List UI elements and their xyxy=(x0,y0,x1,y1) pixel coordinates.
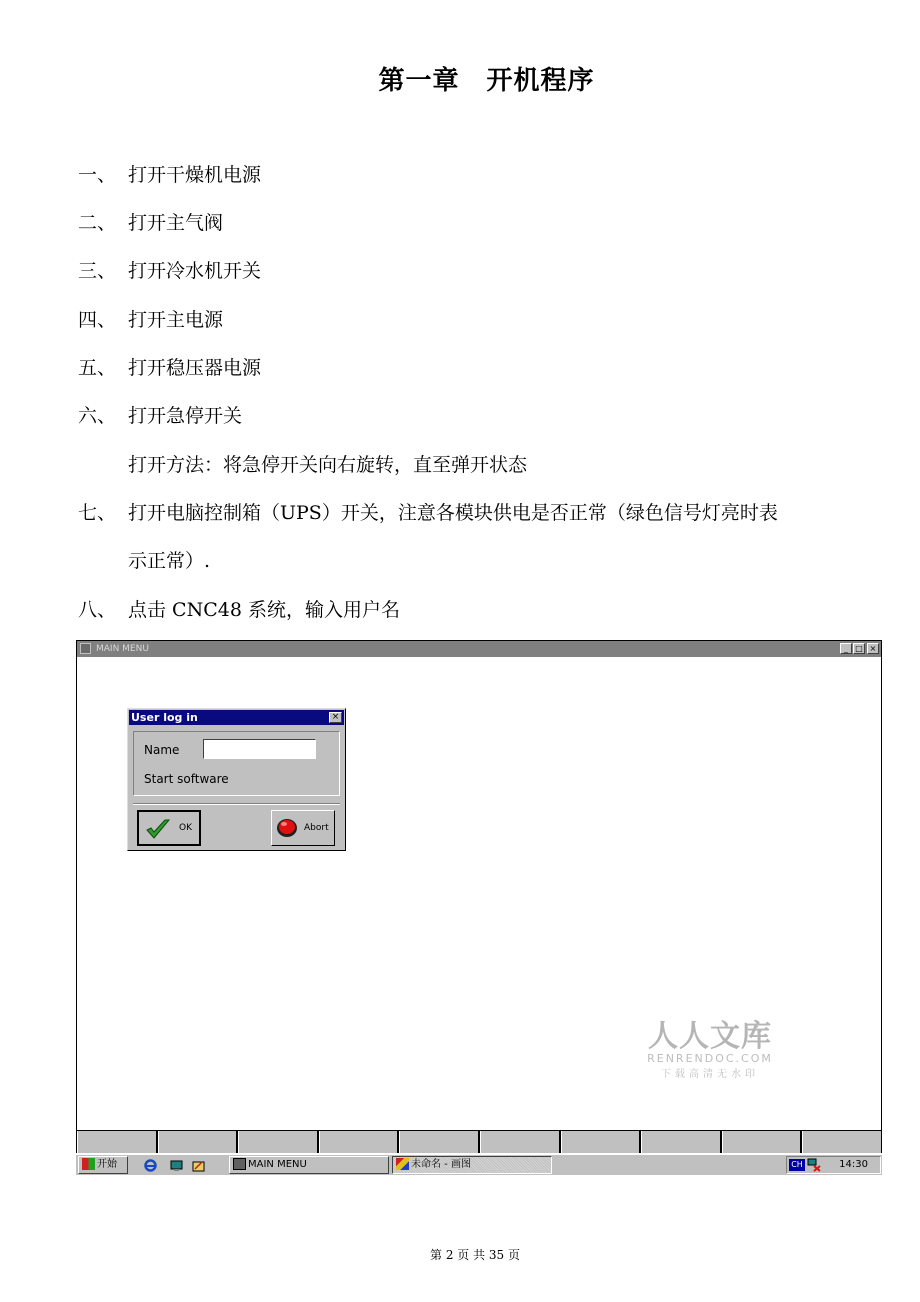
step-8 xyxy=(78,595,400,622)
abort-button[interactable] xyxy=(271,810,335,846)
step-5 xyxy=(78,353,261,380)
step-text: 打开干燥机电源 xyxy=(128,164,262,186)
stop-icon xyxy=(276,818,298,838)
page-footer: 第 2 页 共 35 页 xyxy=(430,1248,520,1262)
folder-icon[interactable] xyxy=(192,1159,205,1172)
function-key[interactable] xyxy=(319,1131,400,1153)
window-titlebar xyxy=(77,641,881,657)
clock[interactable]: 14:30 xyxy=(839,1159,868,1170)
taskbar-item-label: MAIN MENU xyxy=(248,1159,307,1170)
start-button[interactable] xyxy=(78,1156,128,1174)
step-text: 点击 CNC48 系统，输入用户名 xyxy=(128,599,400,621)
step-number: 七、 xyxy=(78,502,117,524)
step-text: 打开主气阀 xyxy=(128,212,224,234)
function-key[interactable] xyxy=(77,1131,158,1153)
minimize-icon[interactable]: _ xyxy=(840,643,852,654)
taskbar xyxy=(76,1154,882,1175)
step-3 xyxy=(78,256,261,283)
taskbar-item-label: 未命名 - 画图 xyxy=(411,1159,471,1170)
step-number: 四、 xyxy=(78,309,117,331)
step-number: 六、 xyxy=(78,405,117,427)
taskbar-item-main-menu[interactable] xyxy=(229,1156,389,1174)
function-key-bar xyxy=(77,1130,881,1153)
step-number: 三、 xyxy=(78,260,117,282)
step-7-continuation: 示正常）. xyxy=(128,550,211,572)
screenshot-figure xyxy=(76,640,884,1176)
network-icon[interactable] xyxy=(807,1158,821,1172)
function-key[interactable] xyxy=(399,1131,480,1153)
function-key[interactable] xyxy=(480,1131,561,1153)
browser-icon[interactable] xyxy=(144,1159,157,1172)
app-icon xyxy=(233,1158,246,1170)
step-text: 打开冷水机开关 xyxy=(128,260,262,282)
user-login-dialog xyxy=(127,708,346,851)
window-title: MAIN MENU xyxy=(96,644,149,654)
divider xyxy=(133,803,340,805)
app-icon xyxy=(80,643,91,654)
watermark xyxy=(645,1011,775,1080)
step-number: 一、 xyxy=(78,164,117,186)
step-4 xyxy=(78,305,223,332)
step-6-note: 打开方法：将急停开关向右旋转，直至弹开状态 xyxy=(128,454,528,476)
watermark-tagline: 下载高清无水印 xyxy=(661,1069,759,1080)
step-text: 打开主电源 xyxy=(128,309,224,331)
chapter-title: 第一章 开机程序 xyxy=(378,66,595,96)
step-number: 八、 xyxy=(78,599,117,621)
start-software-label: Start software xyxy=(144,772,229,786)
function-key[interactable] xyxy=(722,1131,803,1153)
step-text: 打开急停开关 xyxy=(128,405,243,427)
dialog-title: User log in xyxy=(131,711,198,724)
desktop-icon[interactable] xyxy=(170,1159,183,1172)
ok-label: OK xyxy=(179,823,192,833)
close-icon[interactable]: × xyxy=(867,643,879,654)
function-key[interactable] xyxy=(561,1131,642,1153)
function-key[interactable] xyxy=(641,1131,722,1153)
step-6 xyxy=(78,401,242,428)
windows-logo-icon xyxy=(82,1158,95,1170)
abort-label: Abort xyxy=(304,823,329,833)
step-7 xyxy=(78,498,778,525)
checkmark-icon xyxy=(145,818,171,840)
step-text: 打开稳压器电源 xyxy=(128,357,262,379)
function-key[interactable] xyxy=(238,1131,319,1153)
paint-icon xyxy=(396,1158,409,1170)
step-2 xyxy=(78,208,223,235)
maximize-icon[interactable]: □ xyxy=(853,643,865,654)
input-language-indicator[interactable]: CH xyxy=(789,1159,805,1171)
step-1 xyxy=(78,160,261,187)
step-number: 二、 xyxy=(78,212,117,234)
start-label: 开始 xyxy=(97,1159,117,1170)
main-menu-window xyxy=(76,640,882,1153)
watermark-url: RENRENDOC.COM xyxy=(647,1052,773,1065)
dialog-close-icon[interactable]: × xyxy=(329,712,342,723)
function-key[interactable] xyxy=(802,1131,881,1153)
name-input[interactable] xyxy=(203,739,316,759)
ok-button[interactable] xyxy=(137,810,201,846)
function-key[interactable] xyxy=(158,1131,239,1153)
system-tray xyxy=(786,1156,881,1174)
taskbar-item-paint[interactable] xyxy=(392,1156,552,1174)
name-label: Name xyxy=(144,743,180,757)
dialog-titlebar xyxy=(129,710,344,725)
watermark-logo-text: 人人文库 xyxy=(648,1019,772,1054)
step-text: 打开电脑控制箱（UPS）开关，注意各模块供电是否正常（绿色信号灯亮时表 xyxy=(128,502,778,524)
step-number: 五、 xyxy=(78,357,117,379)
